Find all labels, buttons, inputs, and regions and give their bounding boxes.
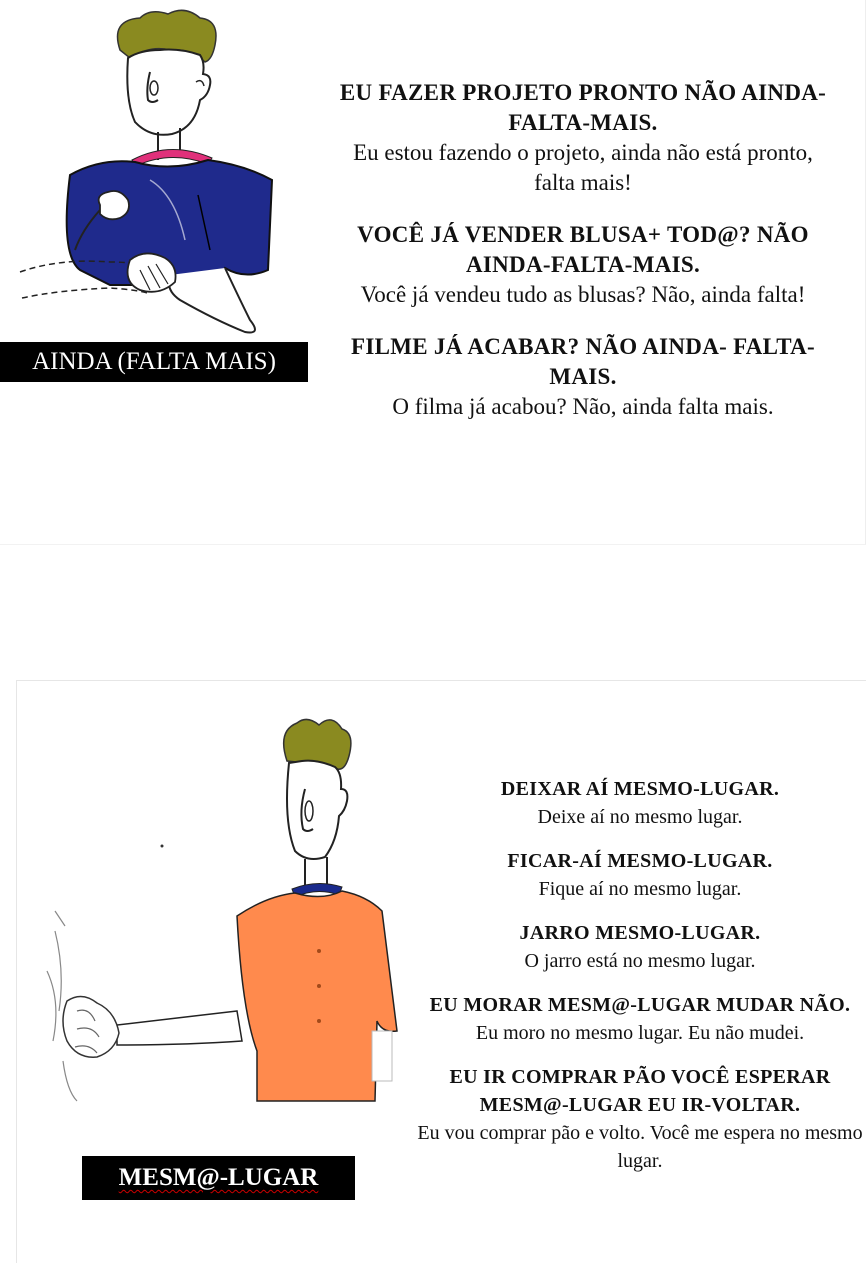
example-entry bbox=[415, 847, 865, 903]
sign-illustration-mesmo-lugar bbox=[37, 711, 417, 1151]
libras-gloss: DEIXAR AÍ MESMO-LUGAR. bbox=[500, 778, 780, 800]
libras-gloss: FILME JÁ ACABAR? NÃO AINDA- FALTA-MAIS. bbox=[350, 334, 816, 389]
portuguese-translation: O jarro está no mesmo lugar. bbox=[524, 950, 756, 972]
example-entry bbox=[330, 78, 836, 198]
sign-card-mesmo-lugar bbox=[16, 680, 866, 1263]
example-entry bbox=[415, 775, 865, 831]
example-entry bbox=[330, 332, 836, 422]
portuguese-translation: Você já vendeu tudo as blusas? Não, ainda falta! bbox=[360, 282, 806, 307]
example-sentences bbox=[330, 78, 836, 444]
sign-caption: AINDA (FALTA MAIS) bbox=[0, 342, 308, 382]
example-entry bbox=[415, 1063, 865, 1175]
sign-caption-text: MESM@-LUGAR bbox=[118, 1164, 319, 1191]
sign-caption bbox=[82, 1156, 355, 1200]
portuguese-translation: Deixe aí no mesmo lugar. bbox=[537, 806, 743, 828]
libras-gloss: EU FAZER PROJETO PRONTO NÃO AINDA- FALTA-MAIS. bbox=[339, 80, 827, 135]
libras-gloss: JARRO MESMO-LUGAR. bbox=[519, 922, 761, 944]
portuguese-translation: Eu vou comprar pão e volto. Você me espera no mesmo lugar. bbox=[417, 1122, 863, 1172]
arm bbox=[117, 1011, 242, 1045]
example-entry bbox=[415, 991, 865, 1047]
libras-gloss: VOCÊ JÁ VENDER BLUSA+ TOD@? NÃO AINDA-FALTA-MAIS. bbox=[357, 222, 809, 277]
portuguese-translation: O filma já acabou? Não, ainda falta mais. bbox=[392, 394, 774, 419]
sign-card-ainda bbox=[0, 0, 866, 545]
arm-right bbox=[169, 268, 255, 333]
head bbox=[127, 50, 210, 135]
portuguese-translation: Fique aí no mesmo lugar. bbox=[538, 878, 742, 900]
example-sentences bbox=[415, 775, 865, 1191]
libras-gloss: FICAR-AÍ MESMO-LUGAR. bbox=[507, 850, 773, 872]
portuguese-translation: Eu estou fazendo o projeto, ainda não está pronto, falta mais! bbox=[353, 140, 813, 195]
sign-illustration-ainda bbox=[0, 0, 330, 340]
head bbox=[287, 761, 347, 859]
libras-gloss: EU MORAR MESM@-LUGAR MUDAR NÃO. bbox=[429, 994, 851, 1016]
example-entry bbox=[415, 919, 865, 975]
example-entry bbox=[330, 220, 836, 310]
libras-gloss: EU IR COMPRAR PÃO VOCÊ ESPERAR MESM@-LUGAR EU IR-VOLTAR. bbox=[449, 1066, 831, 1116]
portuguese-translation: Eu moro no mesmo lugar. Eu não mudei. bbox=[475, 1022, 805, 1044]
hand-upper bbox=[99, 191, 129, 219]
